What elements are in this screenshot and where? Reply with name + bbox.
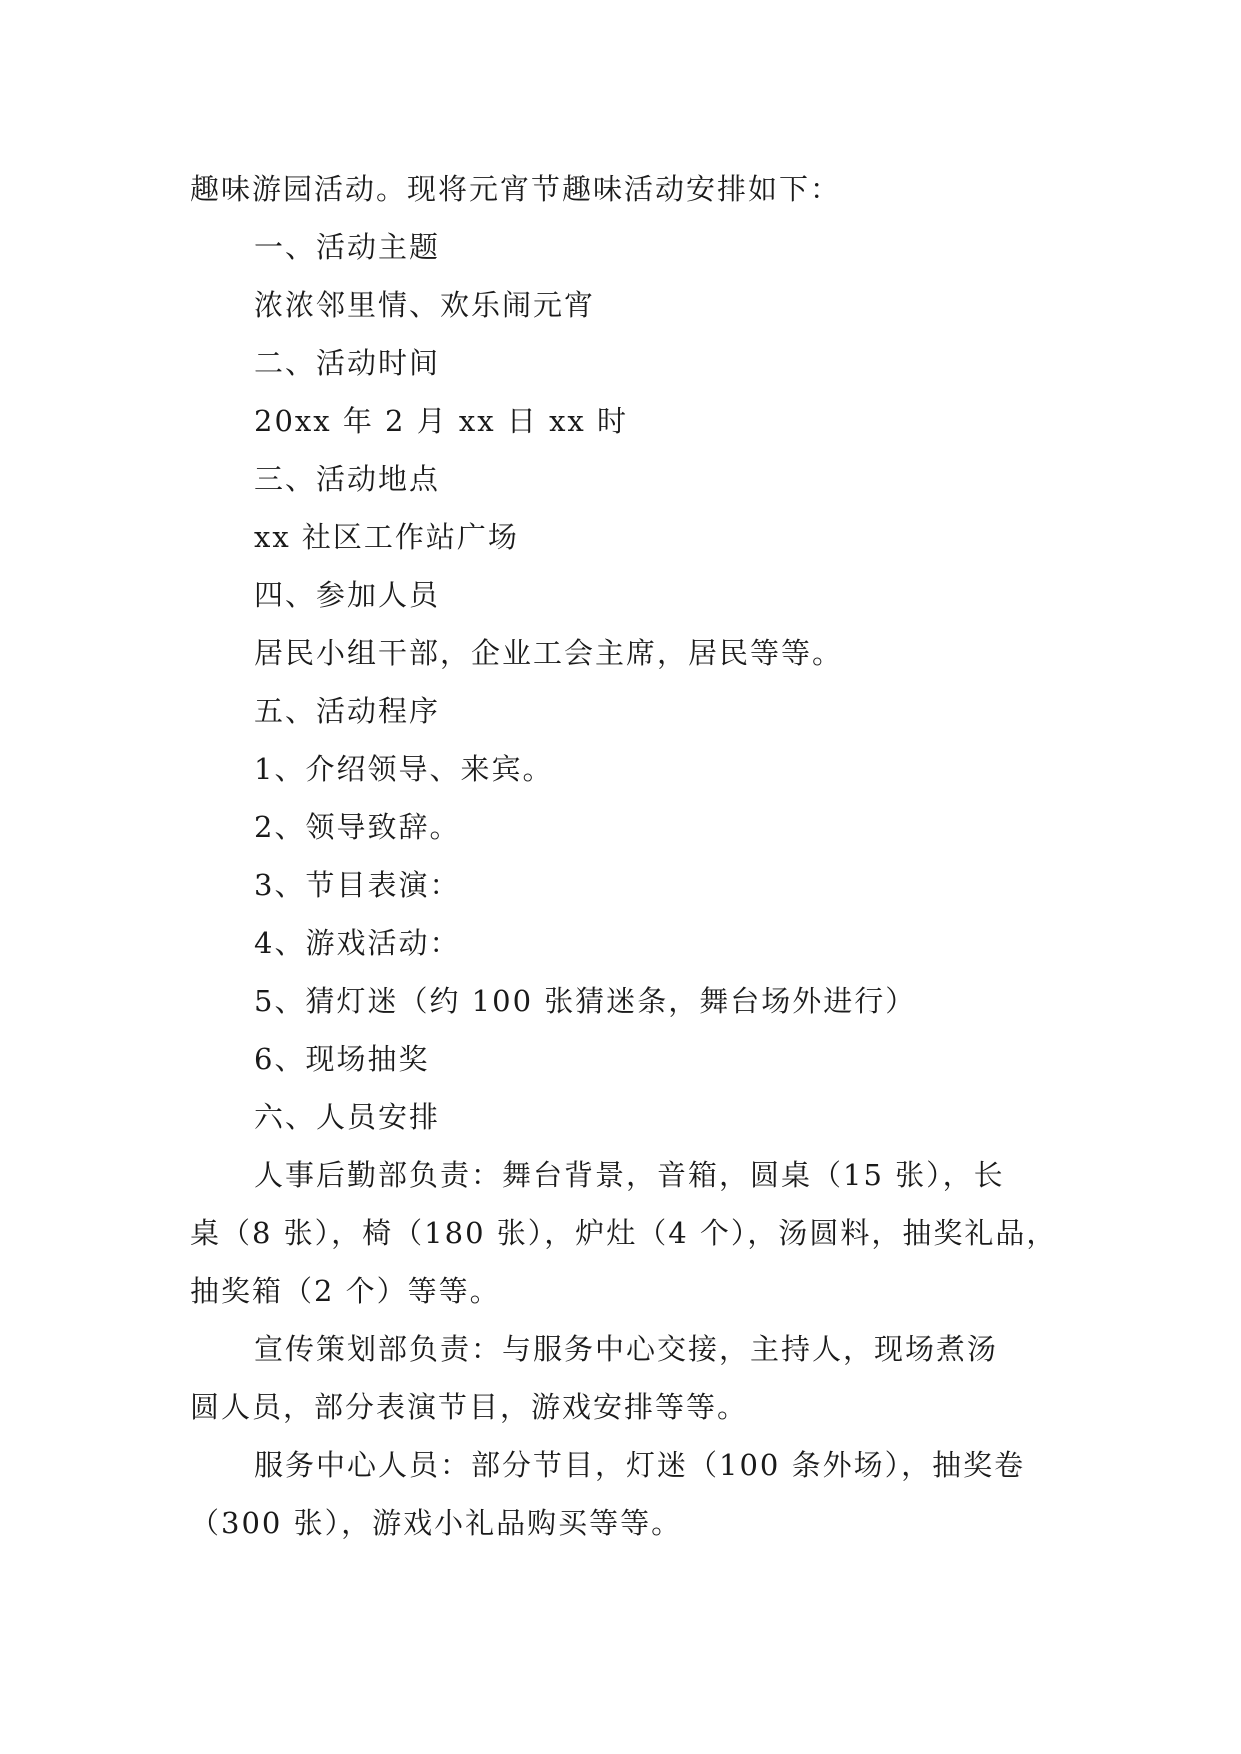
theme-text: 浓浓邻里情、欢乐闹元宵 — [254, 288, 596, 322]
program-item-1: 1、介绍领导、来宾。 — [254, 752, 554, 786]
section-heading-program: 五、活动程序 — [254, 694, 441, 728]
publicity-paragraph-line-2: 圆人员，部分表演节目，游戏安排等等。 — [190, 1390, 749, 1424]
section-heading-staffing: 六、人员安排 — [254, 1100, 441, 1134]
section-heading-participants: 四、参加人员 — [254, 578, 441, 612]
paragraph-intro-continuation: 趣味游园活动。现将元宵节趣味活动安排如下： — [190, 172, 842, 206]
logistics-paragraph-line-2: 桌（8 张），椅（180 张），炉灶（4 个），汤圆料，抽奖礼品， — [190, 1216, 1058, 1250]
program-item-5: 5、猜灯迷（约 100 张猜迷条，舞台场外进行） — [254, 984, 917, 1018]
program-item-2: 2、领导致辞。 — [254, 810, 461, 844]
logistics-paragraph-line-3: 抽奖箱（2 个）等等。 — [190, 1274, 501, 1308]
section-heading-theme: 一、活动主题 — [254, 230, 441, 264]
service-center-paragraph-line-2: （300 张），游戏小礼品购买等等。 — [190, 1506, 683, 1540]
time-text: 20xx 年 2 月 xx 日 xx 时 — [254, 404, 629, 438]
section-heading-location: 三、活动地点 — [254, 462, 441, 496]
program-item-3: 3、节目表演： — [254, 868, 461, 902]
service-center-paragraph-line-1: 服务中心人员：部分节目，灯迷（100 条外场），抽奖卷 — [254, 1448, 1026, 1482]
section-heading-time: 二、活动时间 — [254, 346, 441, 380]
program-item-4: 4、游戏活动： — [254, 926, 461, 960]
program-item-6: 6、现场抽奖 — [254, 1042, 430, 1076]
location-text: xx 社区工作站广场 — [254, 520, 519, 554]
logistics-paragraph-line-1: 人事后勤部负责：舞台背景，音箱，圆桌（15 张），长 — [254, 1158, 1005, 1192]
document-body — [190, 160, 1070, 1552]
publicity-paragraph-line-1: 宣传策划部负责：与服务中心交接，主持人，现场煮汤 — [254, 1332, 999, 1366]
participants-text: 居民小组干部，企业工会主席，居民等等。 — [254, 636, 844, 670]
